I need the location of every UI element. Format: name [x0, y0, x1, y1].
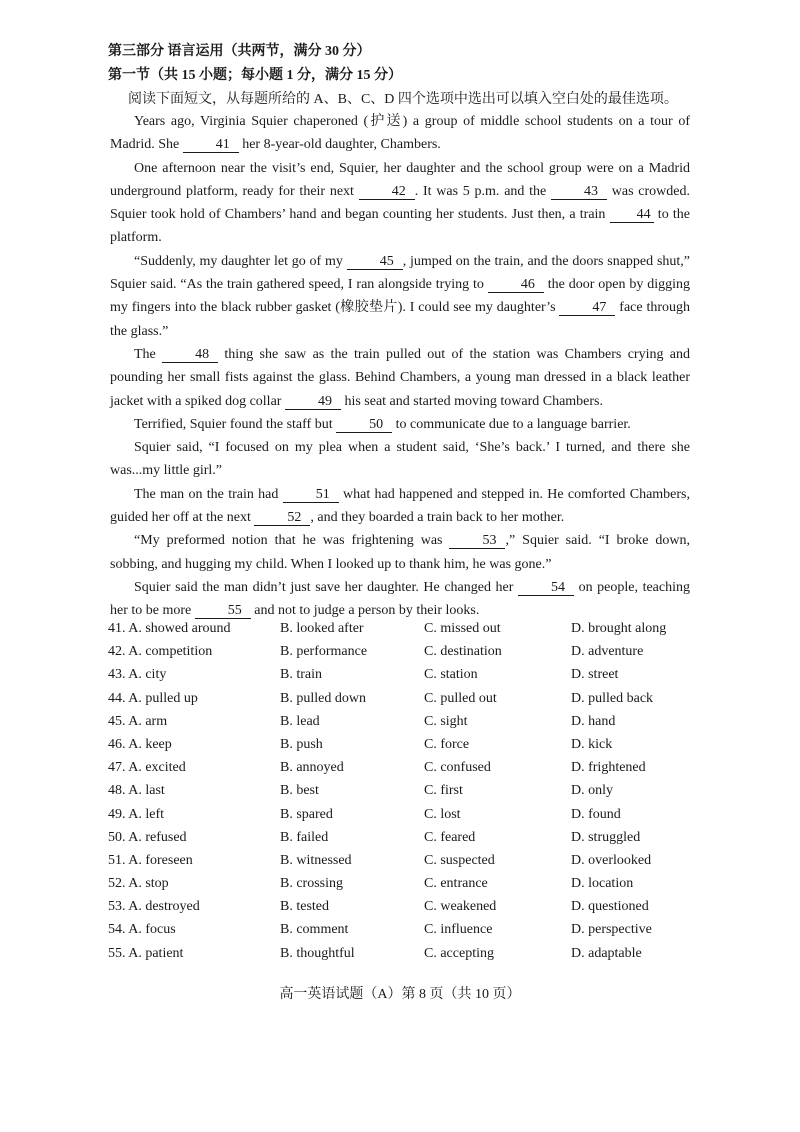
option-b: B. comment: [280, 922, 349, 938]
option-row: [108, 667, 708, 690]
option-b: B. crossing: [280, 876, 343, 892]
option-d: D. perspective: [571, 922, 652, 938]
option-b: B. performance: [280, 644, 368, 660]
page-footer: 高一英语试题（A）第 8 页（共 10 页）: [279, 987, 521, 1002]
blank-43: 43: [551, 184, 607, 200]
option-a: 43. A. city: [108, 667, 167, 683]
option-row: [108, 830, 708, 853]
paragraph-6: Squier said, “I focused on my plea when a student said, ‘She’s back.’ I turned, and there she was...my little girl.”: [110, 440, 690, 479]
option-d: D. found: [571, 806, 621, 822]
option-c: C. accepting: [424, 945, 494, 961]
option-a: 51. A. foreseen: [108, 852, 193, 868]
instructions: 阅读下面短文，从每题所给的 A、B、C、D 四个选项中选出可以填入空白处的最佳选项。: [128, 92, 678, 107]
option-d: D. kick: [571, 736, 613, 752]
option-d: D. questioned: [571, 899, 649, 915]
blank-46: 46: [488, 277, 544, 293]
option-row: [108, 621, 708, 644]
option-d: D. adventure: [571, 644, 644, 660]
subsection-title: 第一节（共 15 小题；每小题 1 分，满分 15 分）: [108, 68, 402, 83]
option-a: 46. A. keep: [108, 736, 172, 752]
option-c: C. force: [424, 736, 470, 752]
option-b: B. annoyed: [280, 760, 344, 776]
blank-51: 51: [283, 487, 339, 503]
blank-48: 48: [162, 347, 218, 363]
option-d: D. street: [571, 667, 619, 683]
option-row: [108, 946, 708, 969]
option-c: C. station: [424, 667, 478, 683]
paragraph-8: “My preformed notion that he was frightening was 53 ,” Squier said. “I broke down, sobbing, and hugging my child. When I looked up to thank him, he was gone.”: [110, 533, 690, 572]
blank-54: 54: [518, 580, 574, 596]
option-d: D. struggled: [571, 829, 641, 845]
option-b: B. pulled down: [280, 690, 366, 706]
paragraph-1: Years ago, Virginia Squier chaperoned (护送) a group of middle school students on a tour of Madrid. She 41 her 8-year-old daughter, Chambers.: [110, 114, 690, 153]
option-b: B. push: [280, 736, 323, 752]
option-c: C. confused: [424, 760, 491, 776]
option-b: B. looked after: [280, 621, 364, 636]
option-c: C. feared: [424, 829, 476, 845]
option-b: B. spared: [280, 806, 333, 822]
section-title: 第三部分 语言运用（共两节，满分 30 分）: [108, 44, 371, 59]
option-c: C. sight: [424, 713, 468, 729]
option-row: [108, 644, 708, 667]
option-a: 49. A. left: [108, 806, 164, 822]
option-a: 54. A. focus: [108, 922, 176, 938]
blank-42: 42: [359, 184, 415, 200]
option-a: 41. A. showed around: [108, 621, 231, 636]
option-a: 50. A. refused: [108, 829, 187, 845]
option-c: C. missed out: [424, 621, 501, 636]
option-a: 47. A. excited: [108, 760, 186, 776]
option-b: B. thoughtful: [280, 945, 355, 961]
option-c: C. pulled out: [424, 690, 497, 706]
blank-49: 49: [285, 394, 341, 410]
option-row: [108, 691, 708, 714]
option-d: D. frightened: [571, 760, 646, 776]
option-b: B. train: [280, 667, 322, 683]
option-a: 52. A. stop: [108, 876, 169, 892]
option-c: C. weakened: [424, 899, 497, 915]
blank-44: 44: [610, 207, 654, 223]
option-c: C. suspected: [424, 852, 495, 868]
option-d: D. pulled back: [571, 690, 654, 706]
option-c: C. lost: [424, 806, 461, 822]
paragraph-4: The 48 thing she saw as the train pulled out of the station was Chambers crying and pounding her small fists against the glass. Behind Chambers, a young man dressed in a black leather jacket with a spiked dog collar 49 his seat and started moving toward Chambers.: [110, 346, 691, 409]
option-d: D. brought along: [571, 621, 667, 636]
option-a: 45. A. arm: [108, 713, 168, 729]
option-b: B. best: [280, 783, 319, 799]
option-b: B. lead: [280, 713, 320, 729]
blank-55: 55: [195, 603, 251, 619]
option-row: [108, 760, 708, 783]
option-c: C. entrance: [424, 876, 488, 892]
option-a: 44. A. pulled up: [108, 690, 198, 706]
option-c: C. influence: [424, 922, 493, 938]
option-b: B. witnessed: [280, 852, 352, 868]
option-row: [108, 737, 708, 760]
option-row: [108, 807, 708, 830]
blank-52: 52: [254, 510, 310, 526]
paragraph-9: Squier said the man didn’t just save her daughter. He changed her 54 on people, teaching her to be more 55 and not to judge a person by their looks.: [110, 579, 690, 619]
paragraph-5: Terrified, Squier found the staff but 50 to communicate due to a language barrier.: [134, 416, 631, 432]
paragraph-7: The man on the train had 51 what had happened and stepped in. He comforted Chambers, guided her off at the next 52 , and they boarded a train back to her mother.: [110, 486, 691, 526]
option-d: D. hand: [571, 713, 616, 729]
option-row: [108, 899, 708, 922]
option-a: 42. A. competition: [108, 644, 213, 660]
option-row: [108, 714, 708, 737]
option-a: 55. A. patient: [108, 945, 184, 961]
option-a: 48. A. last: [108, 783, 165, 799]
blank-45: 45: [347, 254, 403, 270]
option-d: D. overlooked: [571, 852, 652, 868]
option-b: B. tested: [280, 899, 329, 915]
option-d: D. adaptable: [571, 945, 642, 961]
blank-53: 53: [449, 533, 505, 549]
option-d: D. only: [571, 783, 613, 799]
option-row: [108, 922, 708, 945]
option-b: B. failed: [280, 829, 329, 845]
paragraph-2: One afternoon near the visit’s end, Squier, her daughter and the school group were on a Madrid underground platform, ready for their next 42 . It was 5 p.m. and the 43 was crowded. Squier took hold of Chambers’ hand and began counting her students. Just then, a train 44 to the platform.: [110, 160, 690, 246]
blank-47: 47: [559, 300, 615, 316]
cloze-passage: [110, 110, 690, 623]
option-a: 53. A. destroyed: [108, 899, 200, 915]
option-row: [108, 783, 708, 806]
option-c: C. destination: [424, 644, 502, 660]
blank-50: 50: [336, 417, 392, 433]
option-row: [108, 853, 708, 876]
option-c: C. first: [424, 783, 463, 799]
option-row: [108, 876, 708, 899]
answer-options: [108, 621, 708, 969]
option-d: D. location: [571, 876, 634, 892]
paragraph-3: “Suddenly, my daughter let go of my 45 , jumped on the train, and the doors snapped shut,” Squier said. “As the train gathered speed, I ran alongside trying to 46 the door open by digging my fingers into the black rubber gasket (橡胶垫片). I could see my daughter’s 47 face through the glass.”: [110, 253, 690, 339]
blank-41: 41: [183, 137, 239, 153]
